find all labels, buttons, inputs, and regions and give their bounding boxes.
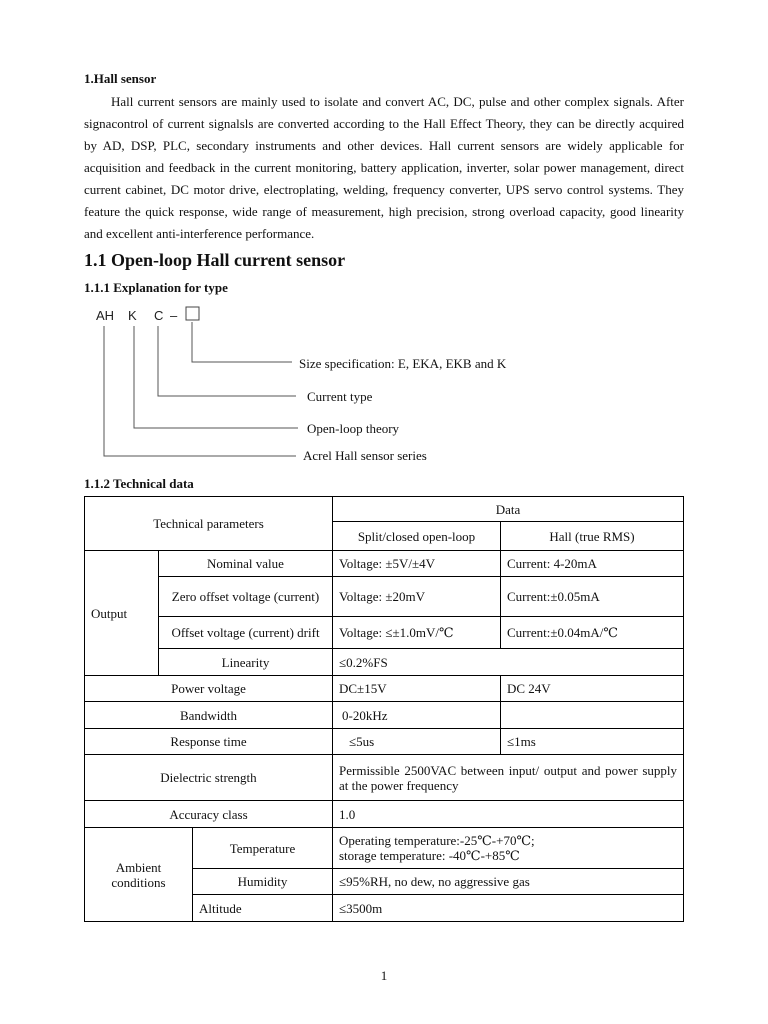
param-name: Nominal value [159,551,333,577]
param-name: Power voltage [85,676,333,702]
type-code-c: C [154,308,164,323]
operating-temperature: Operating temperature:-25℃-+70℃; [339,833,535,848]
value-dielectric: Permissible 2500VAC between input/ output and power supply at the power frequency [333,755,684,801]
type-code-diagram [92,302,542,474]
size-spec-box [186,307,199,320]
value-hall: DC 24V [501,676,684,702]
section-heading: 1.Hall sensor [84,71,157,86]
value-hall: Current:±0.05mA [501,577,684,617]
type-code-k: K [128,308,137,323]
param-name: Accuracy class [85,801,333,828]
page-number: 1 [380,968,388,983]
label-series: Acrel Hall sensor series [303,448,427,463]
label-open-loop: Open-loop theory [307,421,400,436]
ambient-group-label: Ambient conditions [85,828,193,922]
technical-data-table [84,496,684,922]
param-name: Humidity [193,869,333,895]
label-current-type: Current type [307,389,373,404]
header-technical-parameters: Technical parameters [85,497,333,551]
value-hall: Current: 4-20mA [501,551,684,577]
param-name: Altitude [193,895,333,922]
param-name: Bandwidth [85,702,333,729]
label-size-spec: Size specification: E, EKA, EKB and K [299,356,507,371]
value-split: Voltage: ±20mV [333,577,501,617]
param-name: Dielectric strength [85,755,333,801]
value-split: ≤5us [333,729,501,755]
param-name: Offset voltage (current) drift [159,617,333,649]
param-name: Response time [85,729,333,755]
value-accuracy: 1.0 [333,801,684,828]
storage-temperature: storage temperature: -40℃-+85℃ [339,848,520,863]
output-group-label: Output [85,551,159,676]
intro-paragraph: Hall current sensors are mainly used to isolate and convert AC, DC, pulse and other complex signals. After signacontrol of current signalsls are converted according to the Hall Effect Theory, they can be directly acquired by AD, DSP, PLC, secondary instruments and other devices. Hall current sensors are widely applicable for acquisition and feedback in the current monitoring, battery application, inverter, solar power management, direct current cabinet, DC motor drive, electroplating, welding, frequency converter, UPS servo control systems. They feature the quick response, wide range of measurement, high precision, strong overload capacity, good linearity and excellent anti-interference performance. [84,94,684,241]
type-heading: 1.1.1 Explanation for type [84,280,228,295]
value-temperature [333,828,684,869]
size-leader-line [192,322,292,362]
param-name: Temperature [193,828,333,869]
value-hall: Current:±0.04mA/℃ [501,617,684,649]
type-code-ah: AH [96,308,115,323]
value-altitude: ≤3500m [333,895,684,922]
value-split: Voltage: ±5V/±4V [333,551,501,577]
value-hall [501,702,684,729]
header-data: Data [333,497,684,522]
value-split: 0-20kHz [333,702,501,729]
value-linearity: ≤0.2%FS [333,649,684,676]
value-split: Voltage: ≤±1.0mV/℃ [333,617,501,649]
value-humidity: ≤95%RH, no dew, no aggressive gas [333,869,684,895]
value-split: DC±15V [333,676,501,702]
param-name: Linearity [159,649,333,676]
header-hall-rms: Hall (true RMS) [501,522,684,551]
header-split-closed: Split/closed open-loop [333,522,501,551]
value-hall: ≤1ms [501,729,684,755]
subsection-title: 1.1 Open-loop Hall current sensor [84,250,346,270]
type-code-dash: – [170,308,178,323]
tech-heading: 1.1.2 Technical data [84,476,194,491]
param-name: Zero offset voltage (current) [159,577,333,617]
theory-leader-line [134,328,298,428]
series-leader-line [104,328,296,456]
